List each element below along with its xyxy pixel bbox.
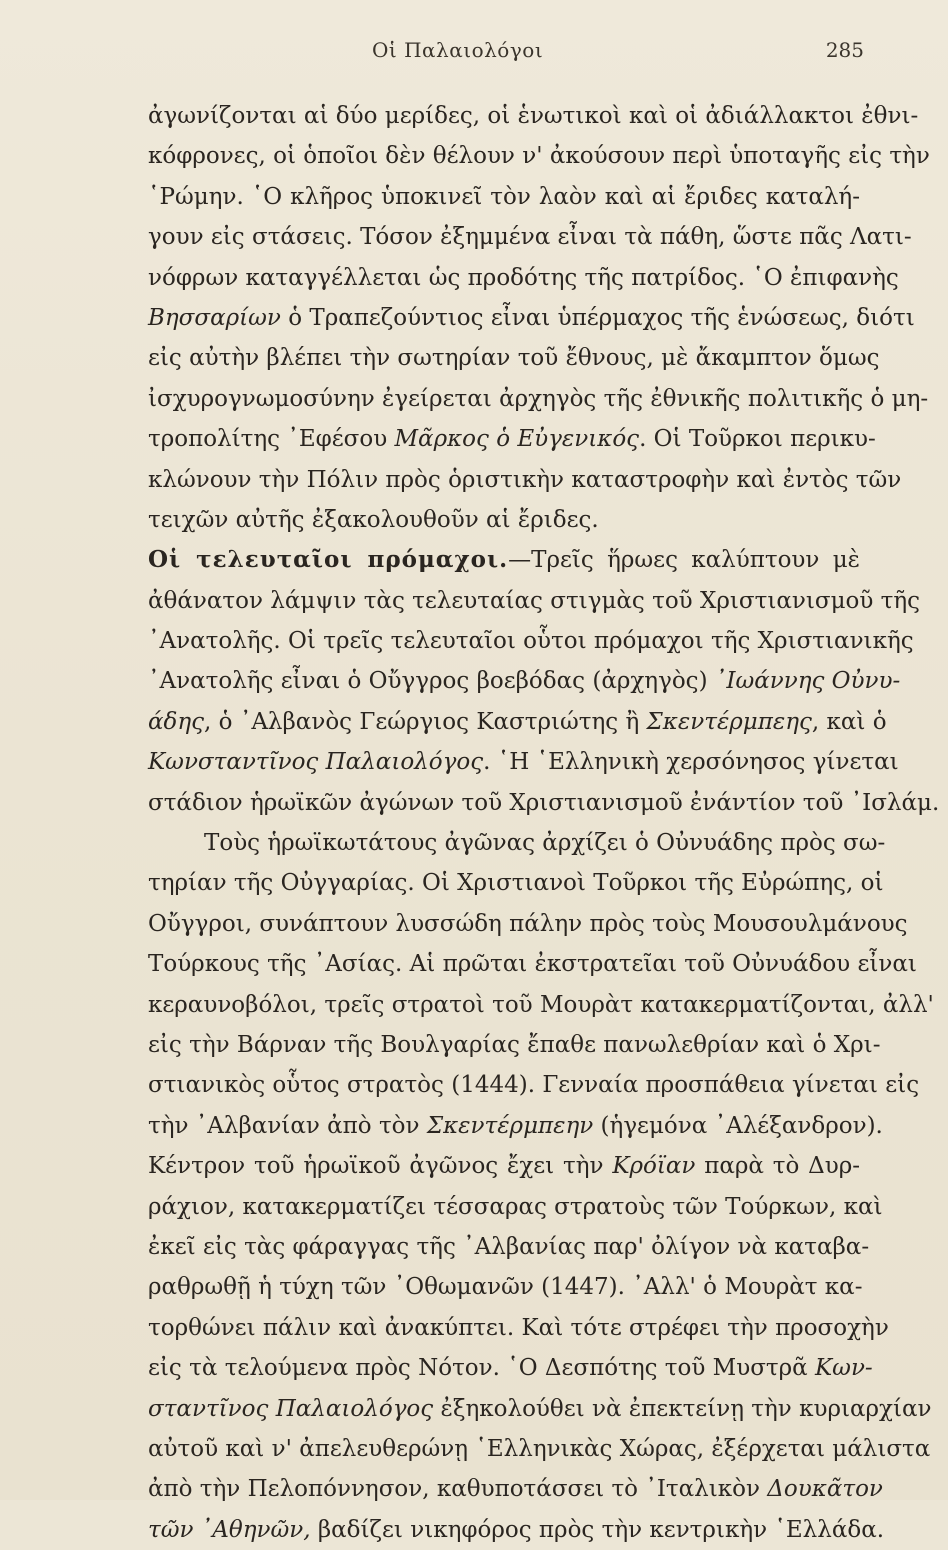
text-line [148,379,929,419]
text-run: ῾Ρώμην. ῾Ο κλῆρος ὑποκινεῖ τὸν λαὸν καὶ αἱ ἔριδες καταλή- [148,183,860,210]
text-run: . Οἱ Τοῦρκοι περικυ- [639,426,876,453]
text-line [148,1187,883,1227]
text-run: τροπολίτης ᾿Εφέσου [148,426,395,453]
text-line [148,1510,885,1550]
text-line [148,702,887,742]
text-run: νόφρων καταγγέλλεται ὡς προδότης τῆς πατρίδος. ῾Ο ἐπιφανὴς [148,264,899,291]
text-run: . ῾Η ῾Ελληνικὴ χερσόνησος γίνεται [483,749,899,776]
text-line [148,419,876,459]
text-line [148,217,912,257]
text-run: κεραυνοβόλοι, τρεῖς στρατοὶ τοῦ Μουρὰτ κατακερματίζονται, ἀλλ' [148,991,934,1018]
text-run: ᾿Ανατολῆς εἶναι ὁ Οὔγγρος βοεβόδας (ἀρχηγὸς) [148,668,715,695]
text-line [148,1025,881,1065]
text-run: , ὁ ᾿Αλβανὸς Γεώργιος Καστριώτης ἢ [204,708,647,735]
text-line [148,1065,920,1105]
text-run: ὁ Τραπεζούντιος εἶναι ὑπέρμαχος τῆς ἑνώσεως, διότι [280,304,915,331]
italic-term: σταντῖνος Παλαιολόγος [148,1395,434,1422]
text-line [148,1146,860,1186]
italic-term: Μᾶρκος ὁ Εὐγενικός [394,426,640,453]
text-run: τειχῶν αὐτῆς ἐξακολουθοῦν αἱ ἔριδες. [148,506,599,533]
text-line [148,863,884,903]
text-run: βαδίζει νικηφόρος πρὸς τὴν κεντρικὴν ῾Ελλάδα. [310,1516,885,1543]
italic-term: Κων- [815,1355,873,1382]
text-line [148,460,902,500]
section-heading: Οἱ τελευταῖοι πρόμαχοι. [148,546,509,574]
italic-term: άδης [148,708,205,735]
text-line [148,783,940,823]
text-run: ἀπὸ τὴν Πελοπόννησον, καθυποτάσσει τὸ ᾿Ιταλικὸν [148,1476,768,1503]
text-line [148,1227,870,1267]
text-line [148,177,860,217]
text-run: Οὔγγροι, συνάπτουν λυσσώδη πάλην πρὸς τοὺς Μουσουλμάνους [148,910,908,937]
text-run: τορθώνει πάλιν καὶ ἀνακύπτει. Καὶ τότε στρέφει τὴν προσοχὴν [148,1314,889,1341]
text-run: τὴν ᾿Αλβανίαν ἀπὸ τὸν [148,1112,427,1139]
text-run: , καὶ ὁ [811,708,887,735]
text-line [148,1267,863,1307]
text-run: Τούρκους τῆς ᾿Ασίας. Αἱ πρῶται ἐκστρατεῖαι τοῦ Οὐνυάδου εἶναι [148,951,917,978]
text-line [148,661,901,701]
text-line [148,904,908,944]
text-line [148,1308,889,1348]
page-number: 285 [825,38,864,62]
text-line [148,581,921,621]
italic-term: Βησσαρίων [148,304,281,331]
text-line [148,1469,883,1509]
text-run: ἀγωνίζονται αἱ δύο μερίδες, οἱ ἑνωτικοὶ καὶ οἱ ἀδιάλλακτοι ἐθνι- [148,103,919,129]
text-run: εἰς τὴν Βάρναν τῆς Βουλγαρίας ἔπαθε πανωλεθρίαν καὶ ὁ Χρι- [148,1031,881,1058]
text-line [148,96,919,136]
text-run: κόφρονες, οἱ ὁποῖοι δὲν θέλουν ν' ἀκούσουν περὶ ὑποταγῆς εἰς τὴν [148,143,930,170]
text-run: στιανικὸς οὗτος στρατὸς (1444). Γενναία προσπάθεια γίνεται εἰς [148,1072,920,1099]
text-line [148,1389,932,1429]
text-line [148,944,917,984]
italic-term: τῶν ᾿Αθηνῶν, [148,1516,311,1543]
text-line [148,621,914,661]
italic-term: Δουκᾶτον [767,1476,883,1503]
text-run: εἰς τὰ τελούμενα πρὸς Νότον. ῾Ο Δεσπότης τοῦ Μυστρᾶ [148,1355,815,1382]
text-run: αὐτοῦ καὶ ν' ἀπελευθερώνῃ ῾Ελληνικὰς Χώρας, ἐξέρχεται μάλιστα [148,1435,931,1462]
text-line [148,338,880,378]
text-run: κλώνουν τὴν Πόλιν πρὸς ὁριστικὴν καταστροφὴν καὶ ἐντὸς τῶν [148,466,902,493]
text-line [148,540,860,580]
text-line [148,500,860,540]
text-run: ἐκεῖ εἰς τὰς φάραγγας τῆς ᾿Αλβανίας παρ' ὀλίγον νὰ καταβα- [148,1233,870,1260]
text-run: ἐξηκολούθει νὰ ἐπεκτείνῃ τὴν κυριαρχίαν [433,1395,932,1422]
text-line [148,298,915,338]
text-run: —Τρεῖς ἥρωες καλύπτουν μὲ [508,547,860,574]
text-line [148,258,899,298]
text-run: ραθρωθῇ ἡ τύχη τῶν ᾿Οθωμανῶν (1447). ᾿Αλλ' ὁ Μουρὰτ κα- [148,1274,863,1301]
text-run: ἰσχυρογνωμοσύνην ἐγείρεται ἀρχηγὸς τῆς ἐθνικῆς πολιτικῆς ὁ μη- [148,385,929,412]
running-title: Οἱ Παλαιολόγοι [372,38,544,62]
text-line [148,136,930,176]
text-run: παρὰ τὸ Δυρ- [695,1153,861,1180]
page-header [0,38,948,74]
text-run: ἀθάνατον λάμψιν τὰς τελευταίας στιγμὰς τοῦ Χριστιανισμοῦ τῆς [148,587,921,614]
text-line [148,823,886,863]
text-run: ράχιον, κατακερματίζει τέσσαρας στρατοὺς τῶν Τούρκων, καὶ [148,1193,883,1220]
italic-term: Κωνσταντῖνος Παλαιολόγος [148,749,484,776]
text-run: στάδιον ἡρωϊκῶν ἀγώνων τοῦ Χριστιανισμοῦ ἐνάντίον τοῦ ᾿Ισλάμ. [148,789,940,816]
text-run: Κέντρον τοῦ ἡρωϊκοῦ ἀγῶνος ἔχει τὴν [148,1153,613,1180]
text-run: ᾿Ανατολῆς. Οἱ τρεῖς τελευταῖοι οὗτοι πρόμαχοι τῆς Χριστιανικῆς [148,628,914,655]
italic-term: Σκεντέρμπεην [426,1112,594,1139]
text-run: (ἡγεμόνα ᾿Αλέξανδρον). [593,1112,883,1139]
text-body [148,96,940,1550]
text-line [148,1348,873,1388]
text-line [148,985,934,1025]
text-run: Τοὺς ἡρωϊκωτάτους ἀγῶνας ἀρχίζει ὁ Οὐνυάδης πρὸς σω- [204,830,886,857]
text-line [148,1106,883,1146]
italic-term: Σκεντέρμπεης [646,708,812,735]
italic-term: Κρόϊαν [612,1153,696,1180]
italic-term: ᾿Ιωάννης Οὐνυ- [714,668,901,695]
text-run: εἰς αὐτὴν βλέπει τὴν σωτηρίαν τοῦ ἔθνους, μὲ ἄκαμπτον ὅμως [148,345,880,372]
text-line [148,1429,931,1469]
text-run: γουν εἰς στάσεις. Τόσον ἐξημμένα εἶναι τὰ πάθη, ὥστε πᾶς Λατι- [148,224,912,251]
text-run: τηρίαν τῆς Οὐγγαρίας. Οἱ Χριστιανοὶ Τοῦρκοι τῆς Εὐρώπης, οἱ [148,870,884,897]
text-line [148,742,899,782]
